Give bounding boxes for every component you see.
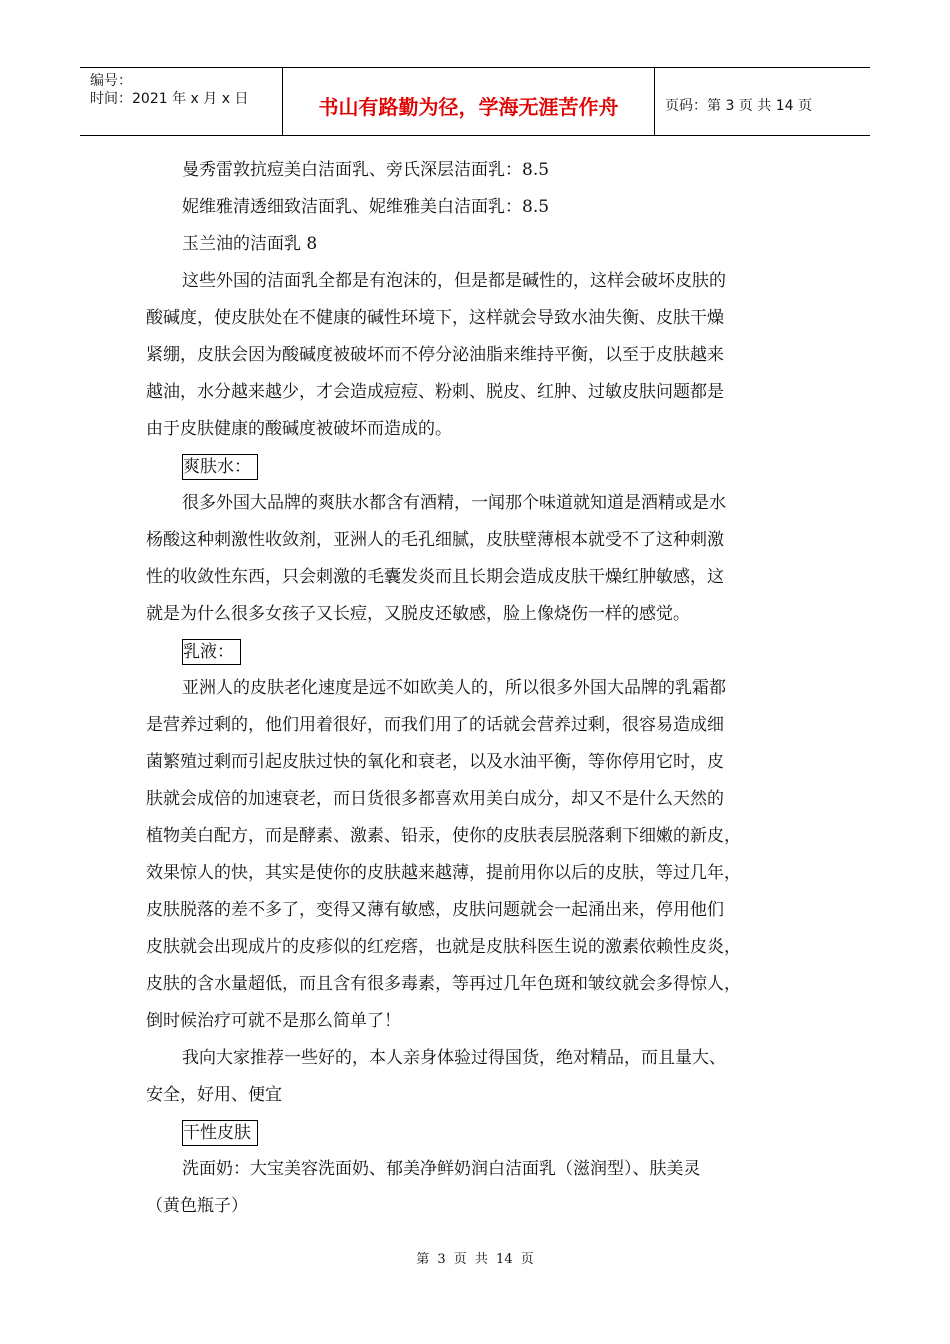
body-text-line: 皮肤就会出现成片的皮疹似的红疙瘩，也就是皮肤科医生说的激素依赖性皮炎， [146, 937, 741, 957]
section-heading-label: 干性皮肤 [182, 1120, 258, 1146]
body-text-line: 性的收敛性东西，只会刺激的毛囊发炎而且长期会造成皮肤干燥红肿敏感，这 [146, 567, 724, 587]
document-number-label: 编号： [90, 73, 132, 89]
body-text-line: 酸碱度，使皮肤处在不健康的碱性环境下，这样就会导致水油失衡、皮肤干燥 [146, 308, 724, 328]
section-heading [146, 448, 806, 485]
body-text-line: 植物美白配方，而是酵素、激素、铅汞，使你的皮肤表层脱落剩下细嫩的新皮， [146, 826, 741, 846]
body-text-line: 越油，水分越来越少，才会造成痘痘、粉刺、脱皮、红肿、过敏皮肤问题都是 [146, 382, 724, 402]
body-text-line: 妮维雅清透细致洁面乳、妮维雅美白洁面乳：8.5 [182, 197, 550, 217]
body-text-line: 紧绷，皮肤会因为酸碱度被破坏而不停分泌油脂来维持平衡，以至于皮肤越来 [146, 345, 724, 365]
body-text-line: 倒时候治疗可就不是那么简单了！ [146, 1011, 401, 1031]
document-date-label: 时间：2021 年 x 月 x 日 [90, 91, 249, 107]
section-heading-label: 爽肤水： [182, 454, 258, 480]
section-heading [146, 633, 806, 670]
header-page-indicator: 页码：第 3 页 共 14 页 [665, 97, 812, 114]
section-heading [146, 1114, 806, 1151]
body-text-line: 玉兰油的洁面乳 8 [182, 234, 318, 254]
body-text-line: 这些外国的洁面乳全都是有泡沫的，但是都是碱性的，这样会破坏皮肤的 [182, 271, 726, 291]
page-footer: 第 3 页 共 14 页 [416, 1252, 534, 1267]
header-motto: 书山有路勤为径，学海无涯苦作舟 [282, 68, 655, 135]
body-text-line: 效果惊人的快，其实是使你的皮肤越来越薄，提前用你以后的皮肤，等过几年， [146, 863, 741, 883]
body-text-line: 杨酸这种刺激性收敛剂，亚洲人的毛孔细腻，皮肤壁薄根本就受不了这种刺激 [146, 530, 724, 550]
body-text-line: 菌繁殖过剩而引起皮肤过快的氧化和衰老，以及水油平衡，等你停用它时，皮 [146, 752, 724, 772]
section-heading-label: 乳液： [182, 639, 241, 665]
body-text-line: （黄色瓶子） [146, 1196, 248, 1216]
body-text-line: 肤就会成倍的加速衰老，而日货很多都喜欢用美白成分，却又不是什么天然的 [146, 789, 724, 809]
body-text-line: 安全，好用、便宜 [146, 1085, 282, 1105]
body-text-line: 很多外国大品牌的爽肤水都含有酒精，一闻那个味道就知道是酒精或是水 [182, 493, 726, 513]
body-text-line: 曼秀雷敦抗痘美白洁面乳、旁氏深层洁面乳：8.5 [182, 160, 550, 180]
body-text-line: 皮肤脱落的差不多了，变得又薄有敏感，皮肤问题就会一起涌出来，停用他们 [146, 900, 724, 920]
body-text-line: 亚洲人的皮肤老化速度是远不如欧美人的，所以很多外国大品牌的乳霜都 [182, 678, 726, 698]
body-text-line: 洗面奶：大宝美容洗面奶、郁美净鲜奶润白洁面乳（滋润型）、肤美灵 [182, 1159, 701, 1179]
body-text-line: 我向大家推荐一些好的，本人亲身体验过得国货，绝对精品，而且量大、 [182, 1048, 726, 1068]
header-meta [80, 68, 282, 135]
page-header [80, 67, 870, 136]
body-text-line: 是营养过剩的，他们用着很好，而我们用了的话就会营养过剩，很容易造成细 [146, 715, 724, 735]
body-text-line: 皮肤的含水量超低，而且含有很多毒素，等再过几年色斑和皱纹就会多得惊人， [146, 974, 741, 994]
document-body [146, 152, 806, 1225]
body-text-line: 由于皮肤健康的酸碱度被破坏而造成的。 [146, 419, 452, 439]
body-text-line: 就是为什么很多女孩子又长痘，又脱皮还敏感，脸上像烧伤一样的感觉。 [146, 604, 690, 624]
